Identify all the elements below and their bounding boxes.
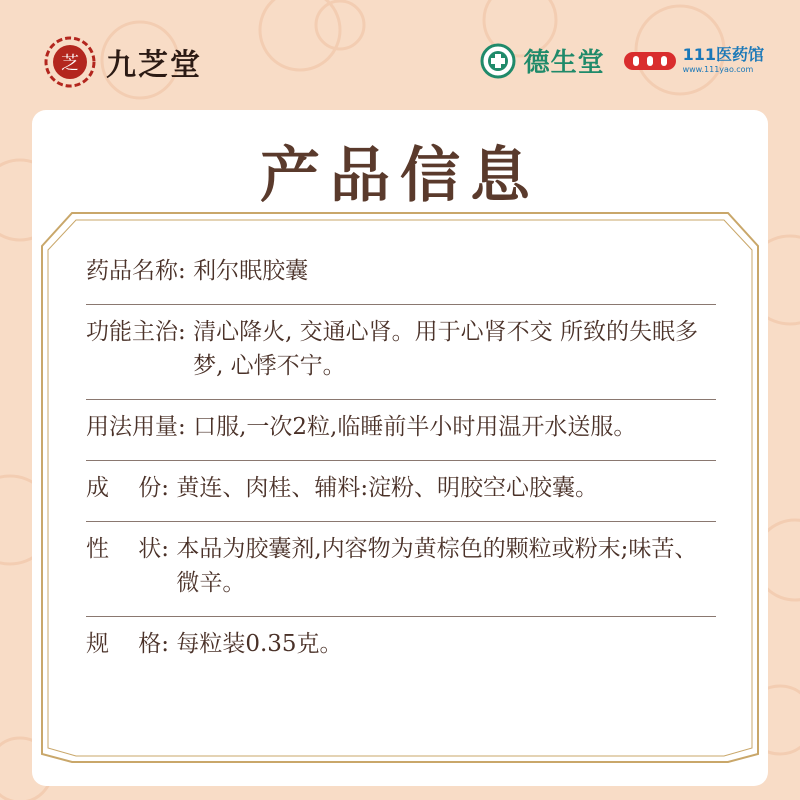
info-row-indications: [86, 305, 716, 400]
product-info-card: [32, 110, 768, 786]
row-value: 每粒装0.35克。: [176, 631, 343, 657]
partner-logos: [480, 42, 764, 79]
row-label: 药品名称:: [86, 258, 194, 284]
info-row-name: [86, 244, 716, 305]
111yao-logo: [623, 47, 764, 74]
row-value: 清心降火, 交通心肾。用于心肾不交 所致的失眠多梦, 心悸不宁。: [193, 319, 698, 379]
seal-char: 芝: [61, 53, 79, 74]
row-label: 性 状:: [86, 536, 177, 562]
info-row-ingredients: [86, 461, 716, 522]
row-value: 利尔眠胶囊: [193, 258, 309, 284]
row-value: 口服,一次2粒,临睡前半小时用温开水送服。: [193, 414, 637, 440]
seal-icon: [44, 36, 96, 88]
pill-icon: [623, 50, 677, 72]
row-value: 黄连、肉桂、辅料:淀粉、明胶空心胶囊。: [176, 475, 599, 501]
row-label: 成 份:: [86, 475, 177, 501]
page-title: 产品信息: [260, 141, 540, 211]
row-label: 用法用量:: [86, 414, 194, 440]
row-value: 本品为胶囊剂,内容物为黄棕色的颗粒或粉末;味苦、微辛。: [176, 536, 698, 596]
row-label: 功能主治:: [86, 319, 194, 345]
info-row-properties: [86, 522, 716, 617]
deshengtang-brand: 德生堂: [523, 48, 605, 78]
deshengtang-emblem-icon: [480, 43, 516, 79]
info-row-dosage: [86, 400, 716, 461]
row-label: 规 格:: [86, 631, 177, 657]
111yao-url: www.111yao.com: [682, 65, 754, 74]
left-brand-name: 九芝堂: [106, 48, 202, 83]
info-table: [86, 244, 716, 677]
111yao-name: 111医药馆: [682, 45, 764, 64]
jiuzhitang-logo: [44, 36, 202, 88]
info-row-specification: [86, 617, 716, 677]
